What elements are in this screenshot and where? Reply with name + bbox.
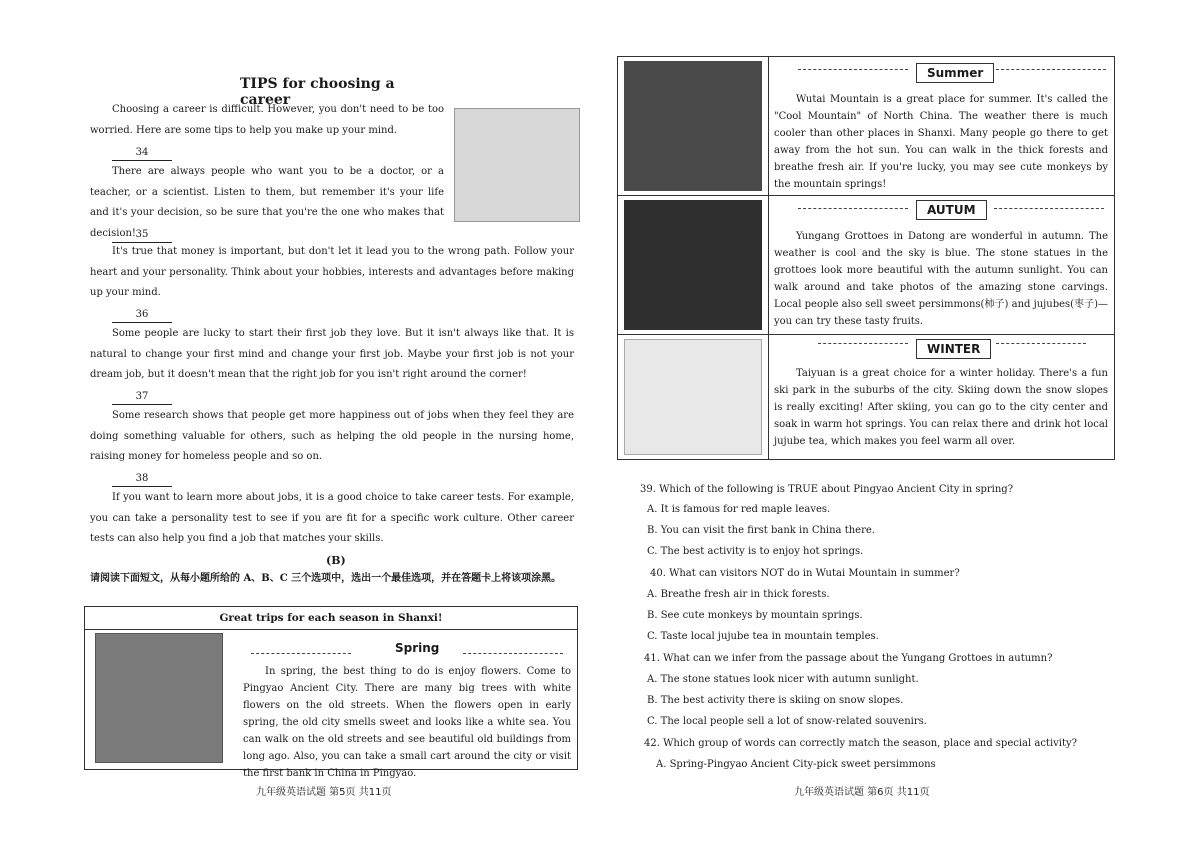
divider — [996, 69, 1106, 70]
shanxi-trips-box — [84, 606, 578, 779]
divider — [251, 653, 351, 654]
question-40: 40. What can visitors NOT do in Wutai Mountain in summer? — [650, 568, 960, 579]
spring-photo — [95, 633, 223, 763]
paragraph-38: If you want to learn more about jobs, it is a good choice to take career tests. For example, you can take a personality test to see if you are fit for a specific work culture. Other career tests can also help you find a job that matches your skills. — [90, 492, 574, 544]
paragraph-36: Some people are lucky to start their first job they love. But it isn't always like that. It is natural to change your first mind and change your first job. Maybe your first job is not your dream job, but it doesn't mean that the right job for you isn't right around the corner! — [90, 328, 574, 380]
blank-36: 36 — [112, 308, 172, 323]
divider — [463, 653, 563, 654]
blank-37: 37 — [112, 390, 172, 405]
section-b-heading: (B) — [326, 554, 346, 567]
question-39: 39. Which of the following is TRUE about Pingyao Ancient City in spring? — [640, 484, 1014, 495]
divider — [798, 208, 908, 209]
option-40-b[interactable]: B. See cute monkeys by mountain springs. — [647, 610, 863, 621]
winter-illustration — [624, 339, 762, 455]
divider — [798, 69, 908, 70]
question-41: 41. What can we infer from the passage about the Yungang Grottoes in autumn? — [644, 653, 1053, 664]
option-41-a[interactable]: A. The stone statues look nicer with autumn sunlight. — [647, 674, 919, 685]
option-39-c[interactable]: C. The best activity is to enjoy hot springs. — [647, 546, 864, 557]
divider — [818, 343, 908, 344]
instruction-text: 请阅读下面短文，从每小题所给的 A、B、C 三个选项中，选出一个最佳选项，并在答题卡上将该项涂黑。 — [90, 573, 562, 584]
summer-label: Summer — [916, 63, 994, 83]
autumn-row — [618, 196, 1114, 335]
option-39-a[interactable]: A. It is famous for red maple leaves. — [647, 504, 831, 515]
summer-image-cell — [618, 57, 769, 195]
summer-photo — [624, 61, 762, 191]
summer-text: Wutai Mountain is a great place for summer. It's called the "Cool Mountain" of North China. The weather there is much cooler than other places in Shanxi. Many people go there to get away from the hot sun. You can walk in the thick forests and breathe fresh air. If you're lucky, you may see cute monkeys by the mountain springs! — [774, 94, 1108, 190]
question-42: 42. Which group of words can correctly match the season, place and special activity? — [644, 738, 1078, 749]
winter-text: Taiyuan is a great choice for a winter holiday. There's a fun ski park in the suburbs of the city. Skiing down the snow slopes is really exciting! After skiing, you can go to the city center and soak in warm hot springs. You can relax there and drink hot local jujube tea, which makes you feel warm all over. — [774, 368, 1108, 447]
spring-text: In spring, the best thing to do is enjoy flowers. Come to Pingyao Ancient City. There are many big trees with white flowers on the old streets. When the flowers open in early spring, the old city smells sweet and looks like a white sea. You can walk on the old streets and see beautiful old buildings from long ago. Also, you can take a small cart around the city or visit the first bank in China in Pingyao. — [243, 666, 571, 779]
autumn-photo — [624, 200, 762, 330]
option-40-a[interactable]: A. Breathe fresh air in thick forests. — [647, 589, 830, 600]
blank-35: 35 — [112, 228, 172, 243]
autumn-image-cell — [618, 196, 769, 334]
summer-row — [618, 57, 1114, 196]
passage-title: TIPS for choosing a career — [240, 76, 395, 108]
page-footer: 九年级英语试题 第6页 共11页 — [794, 787, 930, 798]
option-42-a[interactable]: A. Spring-Pingyao Ancient City-pick sweet persimmons — [656, 759, 936, 770]
blank-34: 34 — [112, 146, 172, 161]
winter-image-cell — [618, 335, 769, 459]
paragraph-35: It's true that money is important, but don't let it lead you to the wrong path. Follow your heart and your personality. Think about your hobbies, interests and advantages before making up your mind. — [90, 246, 574, 298]
divider — [994, 208, 1104, 209]
paragraph-34: There are always people who want you to be a doctor, or a teacher, or a scientist. Listen to them, but remember it's your life and it's your decision, so be sure that you're the one who makes that decision! — [90, 166, 444, 239]
spring-label: Spring — [385, 639, 449, 657]
autumn-label: AUTUM — [916, 200, 987, 220]
option-39-b[interactable]: B. You can visit the first bank in China there. — [647, 525, 875, 536]
winter-label: WINTER — [916, 339, 991, 359]
career-illustration — [454, 108, 580, 222]
shanxi-box-title: Great trips for each season in Shanxi! — [85, 607, 577, 630]
option-41-c[interactable]: C. The local people sell a lot of snow-related souvenirs. — [647, 716, 927, 727]
blank-38: 38 — [112, 472, 172, 487]
option-40-c[interactable]: C. Taste local jujube tea in mountain temples. — [647, 631, 879, 642]
intro-paragraph: Choosing a career is difficult. However, you don't need to be too worried. Here are some tips to help you make up your mind. — [90, 104, 444, 136]
option-41-b[interactable]: B. The best activity there is skiing on snow slopes. — [647, 695, 904, 706]
page-footer: 九年级英语试题 第5页 共11页 — [256, 787, 392, 798]
paragraph-37: Some research shows that people get more happiness out of jobs when they feel they are doing something valuable for others, such as helping the old people in the nursing home, raising money for homeless people and so on. — [90, 410, 574, 462]
divider — [996, 343, 1086, 344]
season-table — [617, 56, 1115, 460]
winter-row — [618, 335, 1114, 459]
autumn-text: Yungang Grottoes in Datong are wonderful in autumn. The weather is cool and the sky is blue. The stone statues in the grottoes look more beautiful with the autumn sunlight. You can walk around and take photos of the amazing stone carvings. Local people also sell sweet persimmons(柿子) and jujubes(枣子)—you can try these tasty fruits. — [774, 231, 1108, 327]
